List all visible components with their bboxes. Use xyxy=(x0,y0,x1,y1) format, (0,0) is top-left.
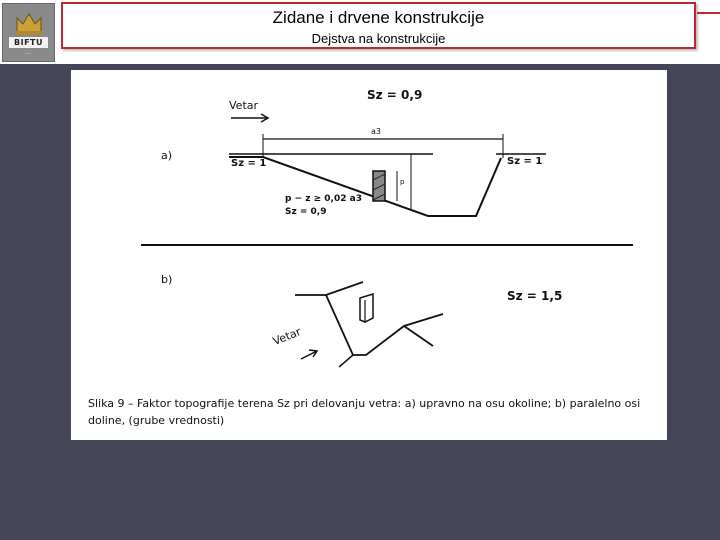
sz-right-label: Sz = 1 xyxy=(507,156,543,167)
logo-subline: ····· xyxy=(25,51,32,56)
condition-line-1: p − z ≥ 0,02 a3 xyxy=(285,194,362,204)
logo-text: BIFTU xyxy=(9,37,48,48)
sz-b-label: Sz = 1,5 xyxy=(507,289,563,303)
institution-logo xyxy=(2,3,55,62)
valley-profile xyxy=(229,157,501,216)
ridge-line-left xyxy=(295,282,363,295)
building-3d xyxy=(360,294,373,322)
slide-title-box xyxy=(61,2,696,49)
terrain-diagram xyxy=(71,70,667,440)
header-accent-line xyxy=(697,12,720,14)
panel-b-label: b) xyxy=(161,273,173,286)
wind-label-a: Vetar xyxy=(229,99,259,112)
condition-line-2: Sz = 0,9 xyxy=(285,207,327,217)
slide-title: Zidane i drvene konstrukcije xyxy=(272,8,485,27)
sz-left-label: Sz = 1 xyxy=(231,158,267,169)
scanned-figure xyxy=(71,70,667,440)
valley-floor-line xyxy=(326,295,443,355)
dimension-a3-label: a3 xyxy=(371,127,381,136)
wind-label-b: Vetar xyxy=(271,325,303,349)
panel-a-label: a) xyxy=(161,149,173,162)
sz-top-label: Sz = 0,9 xyxy=(367,88,423,102)
slide-subtitle: Dejstva na konstrukcije xyxy=(311,31,446,46)
depth-p-label: p xyxy=(400,178,405,186)
figure-caption: Slika 9 – Faktor topografije terena Sz pri delovanju vetra: a) upravno na osu okoline; b) paralelno osi doline, (grube vrednosti) xyxy=(88,397,641,427)
